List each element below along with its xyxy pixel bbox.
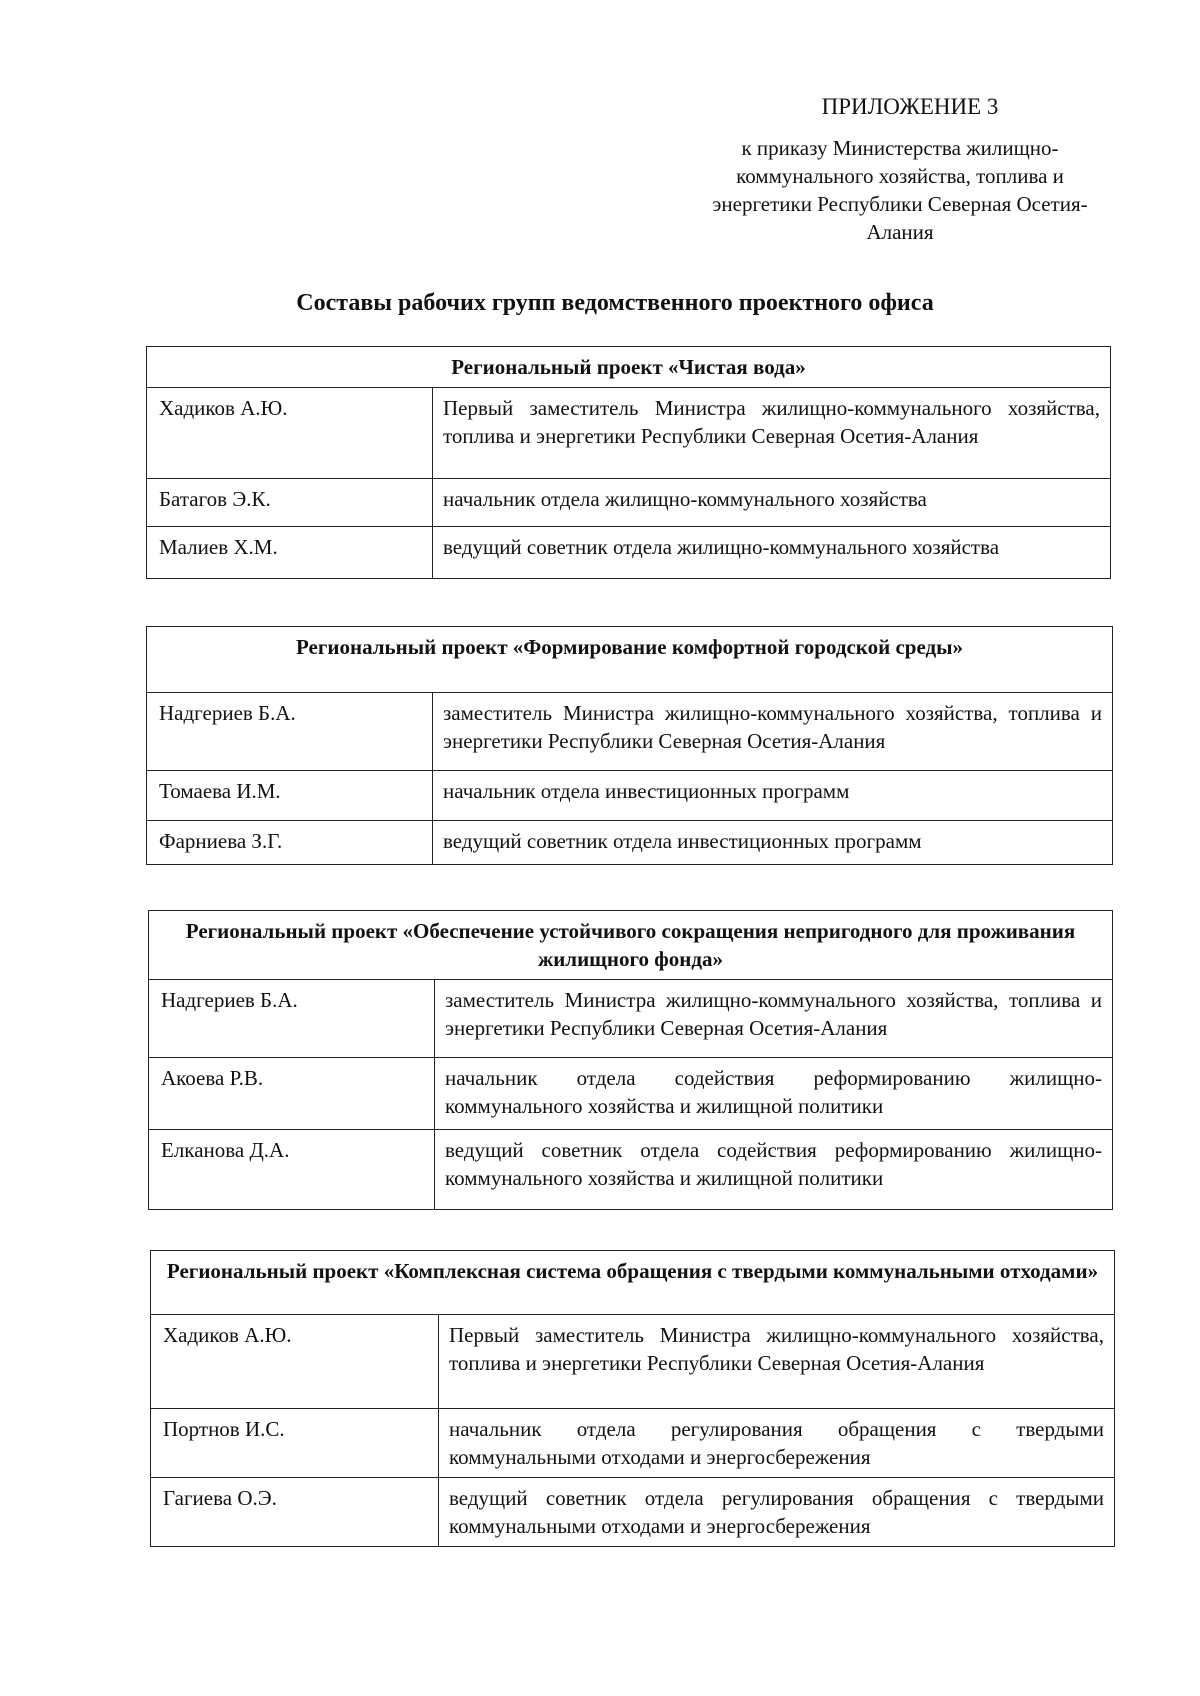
project-heading: Региональный проект «Обеспечение устойчивого сокращения непригодного для проживания жилищного фонда» [149, 911, 1113, 980]
member-name: Гагиева О.Э. [151, 1478, 439, 1547]
member-position: начальник отдела содействия реформированию жилищно-коммунального хозяйства и жилищной политики [435, 1058, 1113, 1130]
member-name: Надгериев Б.А. [147, 693, 433, 771]
member-position: Первый заместитель Министра жилищно-коммунального хозяйства, топлива и энергетики Республики Северная Осетия-Алания [439, 1315, 1115, 1409]
appendix-subtitle: к приказу Министерства жилищно-коммунального хозяйства, топлива и энергетики Республики Северная Осетия-Алания [712, 136, 1088, 244]
appendix-title: ПРИЛОЖЕНИЕ 3 [821, 94, 999, 119]
member-name: Малиев Х.М. [147, 527, 433, 579]
member-name: Томаева И.М. [147, 771, 433, 821]
document-title: Составы рабочих групп ведомственного проектного офиса [296, 290, 934, 316]
member-name: Портнов И.С. [151, 1409, 439, 1478]
member-position: ведущий советник отдела инвестиционных программ [433, 821, 1113, 865]
member-position: начальник отдела жилищно-коммунального хозяйства [433, 479, 1111, 527]
project-table-solid-waste [150, 1250, 1115, 1547]
member-name: Акоева Р.В. [149, 1058, 435, 1130]
project-heading: Региональный проект «Чистая вода» [147, 347, 1111, 388]
member-name: Фарниева З.Г. [147, 821, 433, 865]
member-position: заместитель Министра жилищно-коммунального хозяйства, топлива и энергетики Республики Северная Осетия-Алания [435, 980, 1113, 1058]
member-name: Елканова Д.А. [149, 1130, 435, 1210]
member-position: ведущий советник отдела содействия реформированию жилищно-коммунального хозяйства и жилищной политики [435, 1130, 1113, 1210]
project-heading: Региональный проект «Формирование комфортной городской среды» [147, 627, 1113, 693]
project-table-clean-water [146, 346, 1111, 579]
project-table-urban-environment [146, 626, 1113, 865]
member-position: ведущий советник отдела жилищно-коммунального хозяйства [433, 527, 1111, 579]
project-heading: Региональный проект «Комплексная система обращения с твердыми коммунальными отходами» [151, 1251, 1115, 1315]
member-name: Хадиков А.Ю. [151, 1315, 439, 1409]
member-name: Батагов Э.К. [147, 479, 433, 527]
member-name: Хадиков А.Ю. [147, 388, 433, 479]
member-position: заместитель Министра жилищно-коммунального хозяйства, топлива и энергетики Республики Северная Осетия-Алания [433, 693, 1113, 771]
member-name: Надгериев Б.А. [149, 980, 435, 1058]
member-position: начальник отдела регулирования обращения с твердыми коммунальными отходами и энергосбережения [439, 1409, 1115, 1478]
member-position: Первый заместитель Министра жилищно-коммунального хозяйства, топлива и энергетики Республики Северная Осетия-Алания [433, 388, 1111, 479]
project-table-housing-fund [148, 910, 1113, 1210]
member-position: ведущий советник отдела регулирования обращения с твердыми коммунальными отходами и энергосбережения [439, 1478, 1115, 1547]
member-position: начальник отдела инвестиционных программ [433, 771, 1113, 821]
